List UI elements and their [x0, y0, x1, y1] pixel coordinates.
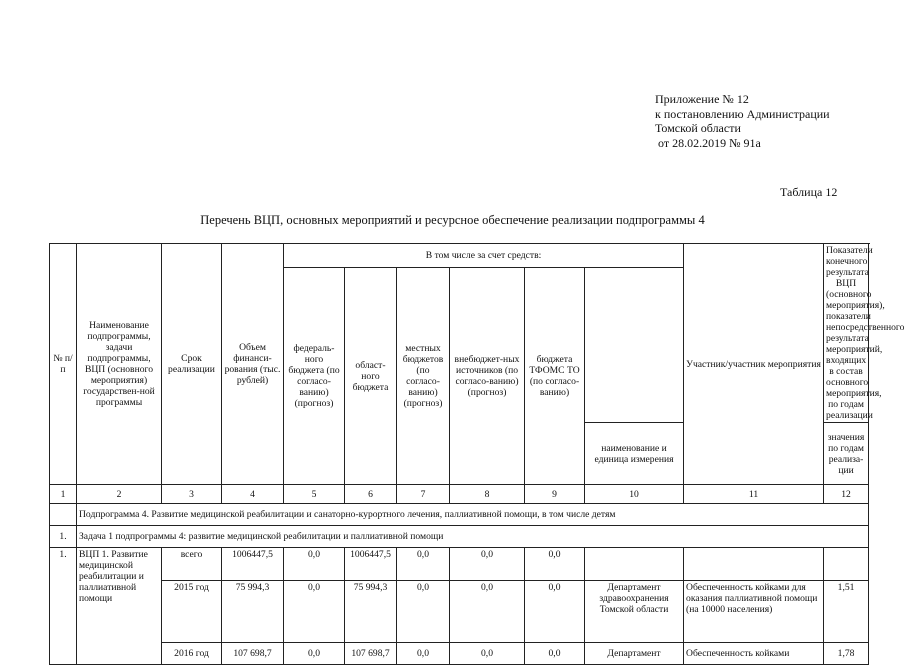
col-number: 9 — [525, 485, 585, 504]
col-number: 3 — [162, 485, 222, 504]
task-num: 1. — [50, 526, 77, 548]
task-row: Задача 1 подпрограммы 4: развитие медицинской реабилитации и паллиативной помощи — [77, 526, 869, 548]
row-volume: 1006447,5 — [222, 548, 284, 581]
header-name: Наименование подпрограммы, задачи подпрограммы, ВЦП (основного мероприятия) государствен-ной программы — [77, 244, 162, 485]
col-number: 12 — [824, 485, 869, 504]
appendix-line-3: Томской области — [655, 121, 741, 135]
row-tfoms: 0,0 — [525, 643, 585, 665]
row-ind-value: 1,78 — [824, 643, 869, 665]
col-number: 5 — [284, 485, 345, 504]
row-federal: 0,0 — [284, 581, 345, 643]
row-regional: 107 698,7 — [345, 643, 397, 665]
row-extra: 0,0 — [450, 548, 525, 581]
col-number: 2 — [77, 485, 162, 504]
appendix-line-1: Приложение № 12 — [655, 92, 749, 106]
row-regional: 1006447,5 — [345, 548, 397, 581]
document-title: Перечень ВЦП, основных мероприятий и ресурсное обеспечение реализации подпрограммы 4 — [200, 213, 705, 227]
header-num: № п/п — [50, 244, 77, 485]
header-ind-values: значения по годам реализа-ции — [824, 423, 869, 485]
row-participant: Департамент здравоохранения Томской области — [585, 581, 684, 643]
row-participant — [585, 548, 684, 581]
row-volume: 107 698,7 — [222, 643, 284, 665]
header-volume: Объем финанси-рования (тыс. рублей) — [222, 244, 284, 485]
appendix-block — [655, 92, 830, 150]
header-participant: Участник/участник мероприятия — [684, 244, 824, 485]
header-tfoms: бюджета ТФОМС ТО (по согласо-ванию) — [525, 268, 585, 485]
row-ind-name: Обеспеченность койками для оказания паллиативной помощи (на 10000 населения) — [684, 581, 824, 643]
row-regional: 75 994,3 — [345, 581, 397, 643]
col-number: 11 — [684, 485, 824, 504]
row-ind-value — [824, 548, 869, 581]
row-term: 2015 год — [162, 581, 222, 643]
row-volume: 75 994,3 — [222, 581, 284, 643]
header-local: местных бюджетов (по согласо-ванию) (прогноз) — [397, 268, 450, 485]
row-local: 0,0 — [397, 643, 450, 665]
appendix-line-4: от 28.02.2019 № 91а — [655, 135, 761, 150]
vcp-name: ВЦП 1. Развитие медицинской реабилитации и паллиативной помощи — [77, 548, 162, 665]
table-number: Таблица 12 — [780, 185, 838, 199]
col-number: 7 — [397, 485, 450, 504]
header-federal: федераль-ного бюджета (по согласо-ванию) (прогноз) — [284, 268, 345, 485]
row-extra: 0,0 — [450, 643, 525, 665]
row-tfoms: 0,0 — [525, 548, 585, 581]
header-regional: област-ного бюджета — [345, 268, 397, 485]
col-number: 8 — [450, 485, 525, 504]
col-number: 1 — [50, 485, 77, 504]
row-federal: 0,0 — [284, 643, 345, 665]
row-ind-value: 1,51 — [824, 581, 869, 643]
row-term: 2016 год — [162, 643, 222, 665]
row-local: 0,0 — [397, 548, 450, 581]
header-extra: внебюджет-ных источников (по согласо-ванию) (прогноз) — [450, 268, 525, 485]
subprogram-row: Подпрограмма 4. Развитие медицинской реабилитации и санаторно-курортного лечения, паллиативной помощи, в том числе детям — [77, 504, 869, 526]
row-tfoms: 0,0 — [525, 581, 585, 643]
program-table — [49, 243, 905, 665]
row-extra: 0,0 — [450, 581, 525, 643]
subprogram-num-cell — [50, 504, 77, 526]
header-sources: В том числе за счет средств: — [284, 244, 684, 268]
row-term: всего — [162, 548, 222, 581]
col-number: 4 — [222, 485, 284, 504]
appendix-line-2: к постановлению Администрации — [655, 106, 830, 121]
col-number: 10 — [585, 485, 684, 504]
col-number: 6 — [345, 485, 397, 504]
header-term: Срок реализации — [162, 244, 222, 485]
row-ind-name: Обеспеченность койками — [684, 643, 824, 665]
row-federal: 0,0 — [284, 548, 345, 581]
row-local: 0,0 — [397, 581, 450, 643]
row-participant: Департамент — [585, 643, 684, 665]
vcp-num: 1. — [50, 548, 77, 665]
header-indicators: Показатели конечного результата ВЦП (основного мероприятия), показатели непосредственного результата мероприятий, входящих в состав основного мероприятия, по годам реализации — [824, 244, 869, 423]
header-ind-name: наименование и единица измерения — [585, 423, 684, 485]
row-ind-name — [684, 548, 824, 581]
